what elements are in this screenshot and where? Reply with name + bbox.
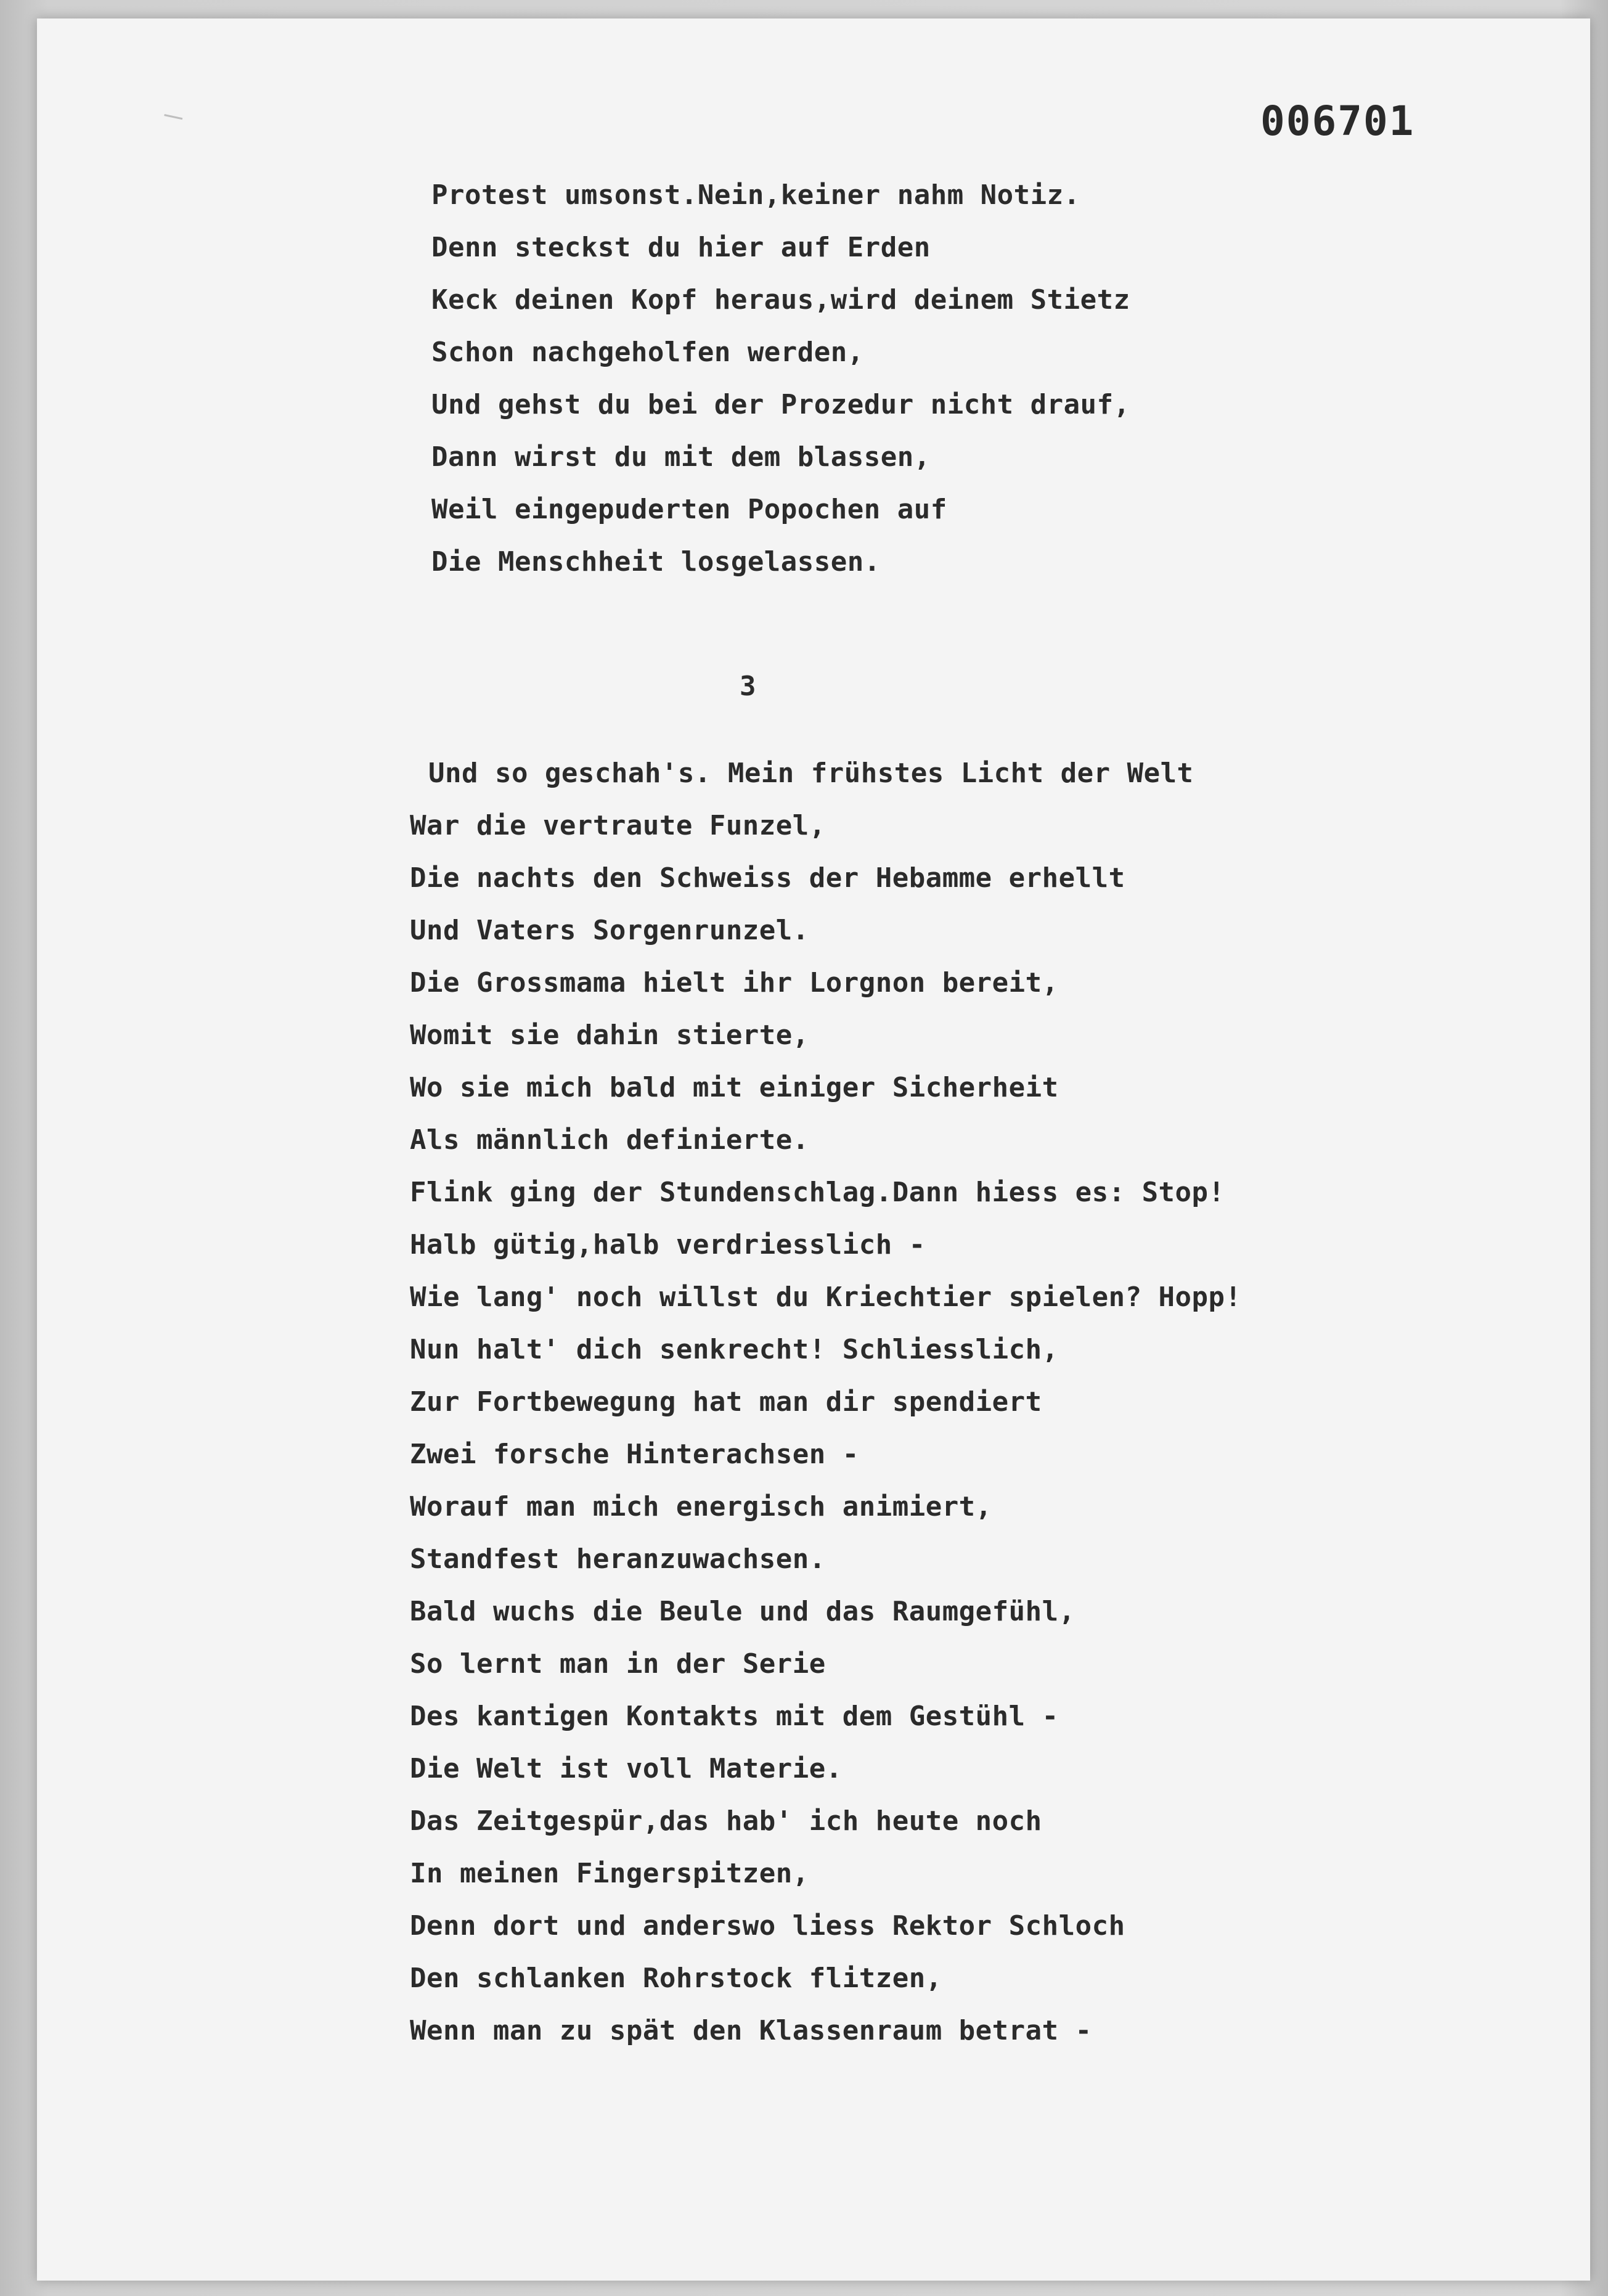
verse-line: So lernt man in der Serie — [410, 1648, 826, 1680]
verse-line: Womit sie dahin stierte, — [410, 1019, 809, 1051]
verse-line: Wenn man zu spät den Klassenraum betrat - — [410, 2015, 1092, 2046]
document-number: 006701 — [1260, 97, 1415, 145]
verse-line: Zur Fortbewegung hat man dir spendiert — [410, 1386, 1042, 1418]
verse-line: Halb gütig,halb verdriesslich - — [410, 1229, 926, 1260]
verse-line: Das Zeitgespür,das hab' ich heute noch — [410, 1805, 1042, 1837]
verse-line: Die Menschheit losgelassen. — [431, 546, 881, 578]
verse-line: Denn steckst du hier auf Erden — [431, 232, 931, 263]
verse-line: In meinen Fingerspitzen, — [410, 1858, 809, 1889]
verse-line: Protest umsonst.Nein,keiner nahm Notiz. — [431, 179, 1080, 211]
verse-line: War die vertraute Funzel, — [410, 810, 826, 841]
ink-smudge — [163, 114, 182, 127]
verse-line: Bald wuchs die Beule und das Raumgefühl, — [410, 1596, 1075, 1627]
verse-line: Wo sie mich bald mit einiger Sicherheit — [410, 1072, 1059, 1103]
verse-line: Worauf man mich energisch animiert, — [410, 1491, 992, 1522]
verse-line: Dann wirst du mit dem blassen, — [431, 441, 931, 473]
verse-line: Flink ging der Stundenschlag.Dann hiess es: Stop! — [410, 1177, 1225, 1208]
verse-line: Die Grossmama hielt ihr Lorgnon bereit, — [410, 967, 1059, 999]
verse-line: Schon nachgeholfen werden, — [431, 337, 864, 368]
section-number: 3 — [740, 671, 756, 702]
verse-line: Zwei forsche Hinterachsen - — [410, 1439, 859, 1470]
verse-line: Weil eingepuderten Popochen auf — [431, 494, 947, 525]
verse-line: Wie lang' noch willst du Kriechtier spielen? Hopp! — [410, 1281, 1242, 1313]
verse-line: Denn dort und anderswo liess Rektor Schloch — [410, 1910, 1125, 1942]
verse-line: Die nachts den Schweiss der Hebamme erhellt — [410, 862, 1125, 894]
verse-line: Keck deinen Kopf heraus,wird deinem Stietz — [431, 284, 1130, 316]
typewritten-page — [37, 18, 1590, 2281]
verse-line: Des kantigen Kontakts mit dem Gestühl - — [410, 1701, 1059, 1732]
verse-line: Und gehst du bei der Prozedur nicht drauf, — [431, 389, 1130, 420]
verse-line: Die Welt ist voll Materie. — [410, 1753, 843, 1784]
verse-line: Und Vaters Sorgenrunzel. — [410, 915, 809, 946]
verse-line: Nun halt' dich senkrecht! Schliesslich, — [410, 1334, 1059, 1365]
verse-line: Und so geschah's. Mein frühstes Licht der Welt — [428, 758, 1194, 789]
verse-line: Den schlanken Rohrstock flitzen, — [410, 1963, 942, 1994]
verse-line: Standfest heranzuwachsen. — [410, 1543, 826, 1575]
verse-line: Als männlich definierte. — [410, 1124, 809, 1156]
